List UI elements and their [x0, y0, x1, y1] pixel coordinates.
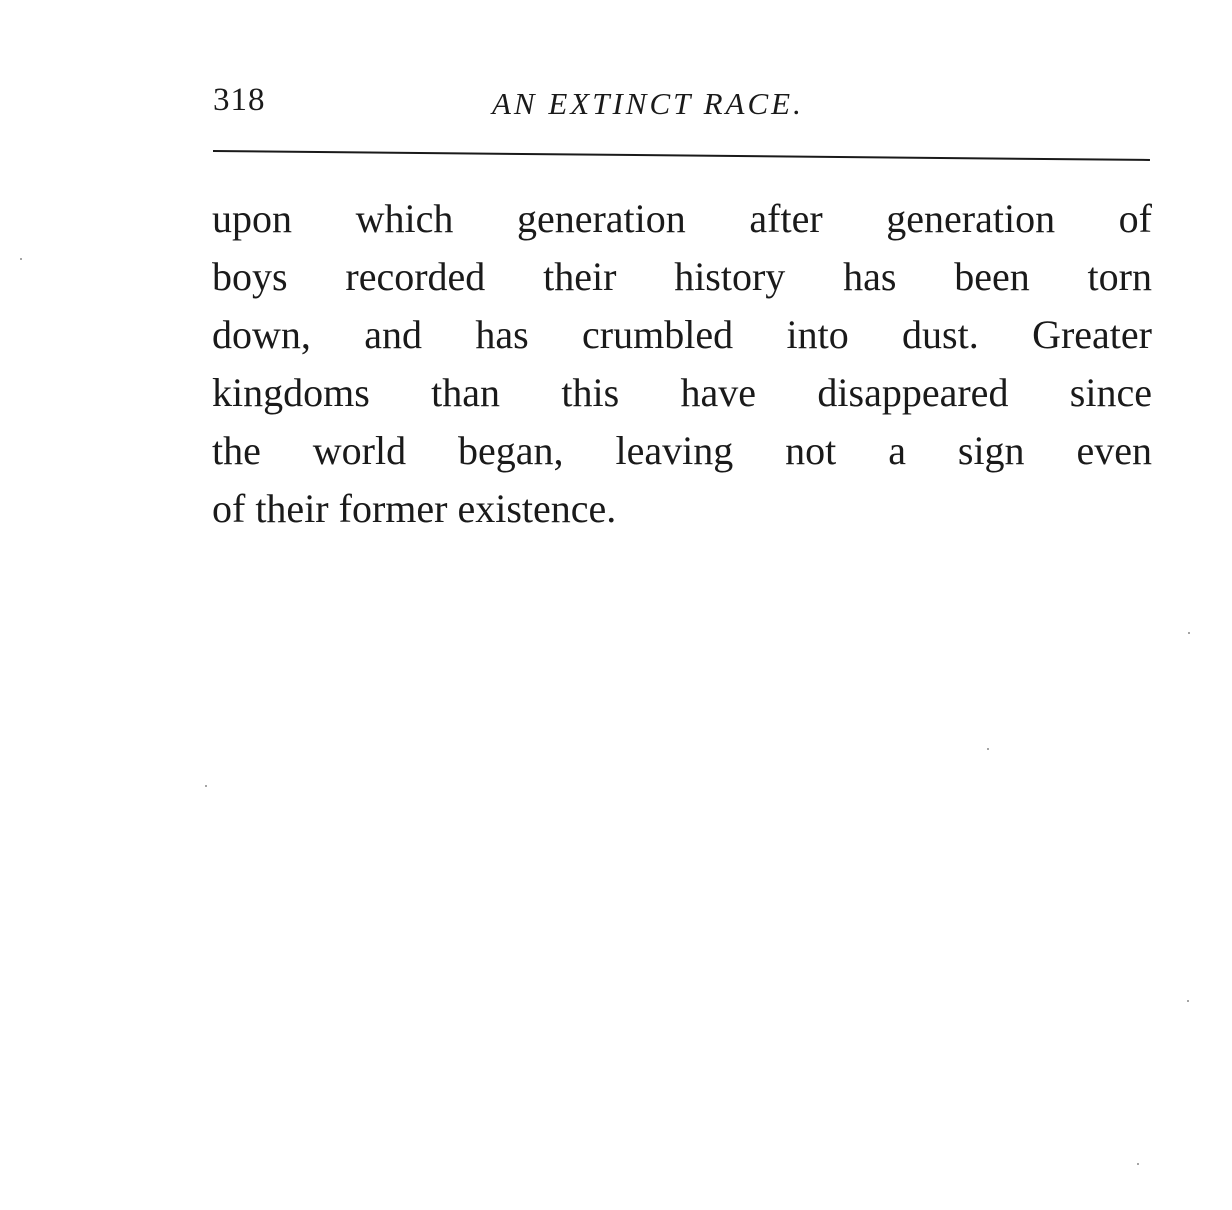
text-line: the world began, leaving not a sign even	[212, 428, 1152, 473]
header-rule	[213, 150, 1150, 161]
paper-speck	[1187, 1000, 1189, 1002]
page-number: 318	[213, 82, 266, 118]
text-line: upon which generation after generation of	[212, 196, 1152, 241]
body-paragraph	[212, 190, 1152, 538]
text-line: down, and has crumbled into dust. Greater	[212, 312, 1152, 357]
paper-speck	[1137, 1163, 1139, 1165]
text-line: boys recorded their history has been torn	[212, 254, 1152, 299]
paper-speck	[987, 748, 989, 750]
running-title: AN EXTINCT RACE.	[492, 86, 804, 121]
paper-speck	[205, 785, 207, 787]
paper-speck	[1188, 632, 1190, 634]
text-line: kingdoms than this have disappeared since	[212, 370, 1152, 415]
paper-speck	[20, 258, 22, 260]
text-line: of their former existence.	[212, 486, 617, 531]
